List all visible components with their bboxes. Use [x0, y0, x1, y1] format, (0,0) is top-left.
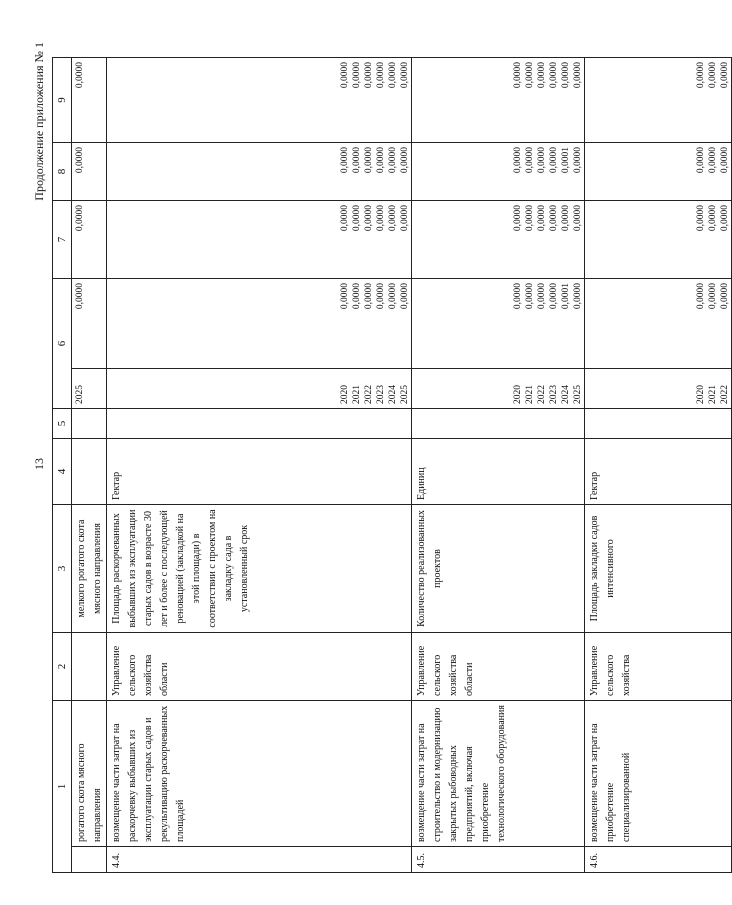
year: 2021	[525, 385, 535, 404]
appendix-caption: Продолжение приложения № 1	[32, 42, 46, 201]
value: 0,0000	[525, 62, 535, 89]
value: 0,0000	[537, 283, 547, 310]
table-row	[585, 58, 732, 873]
header-cell: 1	[53, 701, 72, 873]
executor-cell: Управление сельского хозяйства	[585, 633, 732, 701]
value: 0,0000	[340, 62, 350, 89]
header-cell: 7	[53, 201, 72, 279]
year: 2025	[400, 385, 410, 404]
value: 0,0000	[549, 205, 559, 232]
value-cell	[412, 279, 585, 369]
value: 0,0000	[364, 62, 374, 89]
value: 0,0000	[340, 205, 350, 232]
value: 0,0000	[376, 62, 386, 89]
value: 0,0000	[573, 62, 583, 89]
value: 0,0000	[720, 205, 730, 232]
value: 0,0000	[696, 205, 706, 232]
value: 0,0000	[376, 147, 386, 174]
year: 2021	[352, 385, 362, 404]
col5-cell	[72, 409, 107, 439]
value: 0,0000	[75, 283, 85, 310]
year-cell	[585, 369, 732, 409]
value: 0,0000	[720, 283, 730, 310]
value: 0,0000	[340, 147, 350, 174]
value: 0,0000	[376, 205, 386, 232]
executor-cell: Управление сельского хозяйства области	[412, 633, 585, 701]
measure-cell: возмещение части затрат на приобретение специализированной	[585, 701, 732, 847]
indicators-table	[52, 57, 732, 873]
value-cell	[412, 143, 585, 201]
value-cell	[72, 279, 107, 369]
year: 2025	[75, 385, 85, 404]
table-row	[412, 58, 585, 873]
value: 0,0000	[513, 205, 523, 232]
value-cell	[412, 201, 585, 279]
value-cell	[72, 143, 107, 201]
value: 0,0000	[75, 62, 85, 89]
indicator-cell: мелкого рогатого скота мясного направления	[72, 505, 107, 633]
measure-cell: возмещение части затрат на раскорчевку выбывших из эксплуатации старых садов и рекультивацию раскорчеванных площадей	[107, 701, 412, 847]
value-cell	[107, 58, 412, 143]
executor-cell	[72, 633, 107, 701]
col5-cell	[412, 409, 585, 439]
value: 0,0000	[537, 62, 547, 89]
year-cell	[72, 369, 107, 409]
year: 2025	[573, 385, 583, 404]
year: 2024	[561, 385, 571, 404]
value: 0,0000	[537, 205, 547, 232]
value: 0,0000	[573, 283, 583, 310]
value: 0,0000	[513, 147, 523, 174]
indicator-cell: Площадь закладки садов интенсивного	[585, 505, 732, 633]
col5-cell	[585, 409, 732, 439]
unit-cell: Единиц	[412, 439, 585, 505]
value-cell	[585, 201, 732, 279]
unit-cell: Гектар	[107, 439, 412, 505]
indicator-cell: Площадь раскорчеванных выбывших из эксплуатации старых садов в возрасте 30 лет и более с последующей реновацией (закладкой на этой площади) в соответствии с проектом на закладку сада в установленный срок	[107, 505, 412, 633]
value: 0,0000	[525, 205, 535, 232]
col5-cell	[107, 409, 412, 439]
year: 2022	[720, 385, 730, 404]
value: 0,0000	[364, 205, 374, 232]
value: 0,0001	[561, 283, 571, 310]
value-cell	[412, 58, 585, 143]
value-cell	[585, 279, 732, 369]
value: 0,0000	[388, 283, 398, 310]
header-cell: 4	[53, 439, 72, 505]
header-cell: 5	[53, 409, 72, 439]
value: 0,0001	[561, 147, 571, 174]
indicator-cell: Количество реализованных проектов	[412, 505, 585, 633]
value-cell	[107, 143, 412, 201]
header-row	[53, 58, 72, 873]
value: 0,0000	[525, 147, 535, 174]
value: 0,0000	[388, 62, 398, 89]
year: 2022	[537, 385, 547, 404]
year: 2020	[340, 385, 350, 404]
year: 2021	[708, 385, 718, 404]
row-number	[72, 847, 107, 873]
header-cell: 8	[53, 143, 72, 201]
row-number: 4.5.	[412, 847, 585, 873]
page-number: 13	[32, 458, 46, 470]
value: 0,0000	[388, 147, 398, 174]
value: 0,0000	[696, 147, 706, 174]
value: 0,0000	[364, 147, 374, 174]
value: 0,0000	[549, 62, 559, 89]
header-cell: 3	[53, 505, 72, 633]
value-cell	[72, 201, 107, 279]
value-cell	[107, 201, 412, 279]
unit-cell	[72, 439, 107, 505]
value: 0,0000	[352, 62, 362, 89]
value: 0,0000	[352, 283, 362, 310]
year: 2020	[513, 385, 523, 404]
header-cell: 2	[53, 633, 72, 701]
value: 0,0000	[708, 205, 718, 232]
unit-cell: Гектар	[585, 439, 732, 505]
value: 0,0000	[549, 147, 559, 174]
value: 0,0000	[561, 62, 571, 89]
year: 2022	[364, 385, 374, 404]
value: 0,0000	[549, 283, 559, 310]
value: 0,0000	[75, 205, 85, 232]
executor-cell: Управление сельского хозяйства области	[107, 633, 412, 701]
value: 0,0000	[513, 283, 523, 310]
measure-cell: возмещение части затрат на строительство и модернизацию закрытых рыбоводных предприятий, включая приобретение технологического оборудования	[412, 701, 585, 847]
value: 0,0000	[561, 205, 571, 232]
value: 0,0000	[696, 62, 706, 89]
year: 2023	[376, 385, 386, 404]
value: 0,0000	[708, 283, 718, 310]
value: 0,0000	[388, 205, 398, 232]
table-row	[107, 58, 412, 873]
measure-cell: рогатого скота мясного направления	[72, 701, 107, 847]
value: 0,0000	[525, 283, 535, 310]
value: 0,0000	[400, 205, 410, 232]
year: 2023	[549, 385, 559, 404]
value: 0,0000	[376, 283, 386, 310]
year: 2024	[388, 385, 398, 404]
year-cell	[107, 369, 412, 409]
value: 0,0000	[513, 62, 523, 89]
header-cell: 6	[53, 279, 72, 409]
header-cell: 9	[53, 58, 72, 143]
value: 0,0000	[573, 147, 583, 174]
value: 0,0000	[400, 283, 410, 310]
year: 2020	[696, 385, 706, 404]
value-cell	[585, 143, 732, 201]
table-row	[72, 58, 107, 873]
year-cell	[412, 369, 585, 409]
value: 0,0000	[352, 205, 362, 232]
value: 0,0000	[696, 283, 706, 310]
value: 0,0000	[537, 147, 547, 174]
value: 0,0000	[340, 283, 350, 310]
value: 0,0000	[400, 147, 410, 174]
value: 0,0000	[708, 62, 718, 89]
value: 0,0000	[708, 147, 718, 174]
value: 0,0000	[400, 62, 410, 89]
value-cell	[107, 279, 412, 369]
value: 0,0000	[364, 283, 374, 310]
row-number: 4.4.	[107, 847, 412, 873]
value: 0,0000	[720, 147, 730, 174]
value-cell	[585, 58, 732, 143]
value: 0,0000	[75, 147, 85, 174]
row-number: 4.6.	[585, 847, 732, 873]
value: 0,0000	[720, 62, 730, 89]
value: 0,0000	[573, 205, 583, 232]
value-cell	[72, 58, 107, 143]
value: 0,0000	[352, 147, 362, 174]
